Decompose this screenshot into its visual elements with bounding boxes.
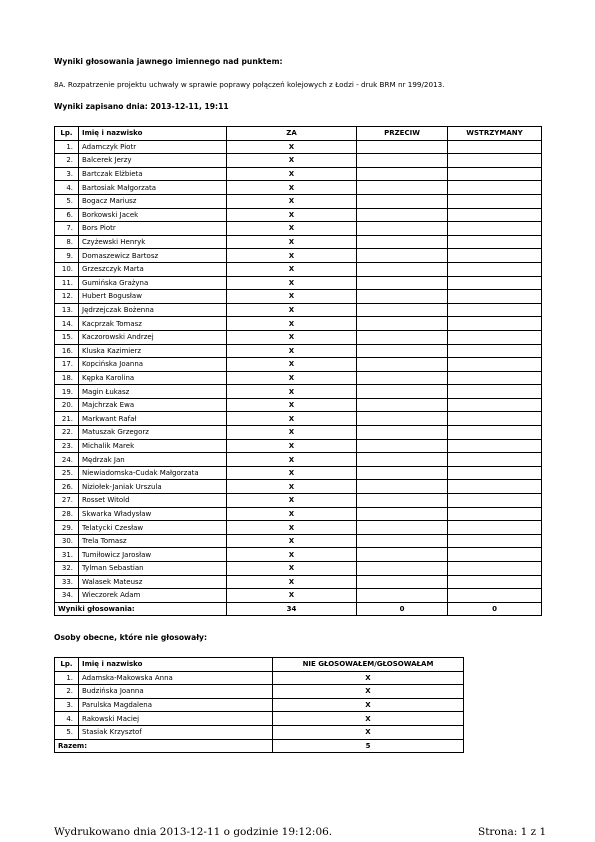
vote-za: X: [227, 439, 357, 453]
row-number: 22.: [55, 426, 79, 440]
row-number: 16.: [55, 344, 79, 358]
vote-za: X: [227, 290, 357, 304]
table-row: [55, 317, 542, 331]
vote-przeciw: [357, 222, 448, 236]
vote-za: X: [227, 562, 357, 576]
table-row: [55, 167, 542, 181]
vote-za: X: [227, 276, 357, 290]
vote-przeciw: [357, 167, 448, 181]
row-number: 28.: [55, 507, 79, 521]
councillor-name: Mędrzak Jan: [79, 453, 227, 467]
councillor-name: Trela Tomasz: [79, 534, 227, 548]
row-number: 4.: [55, 181, 79, 195]
vote-przeciw: [357, 358, 448, 372]
vote-za: X: [227, 575, 357, 589]
table-row: [55, 249, 542, 263]
table-row: [55, 181, 542, 195]
vote-wstrzymany: [448, 398, 542, 412]
vote-wstrzymany: [448, 575, 542, 589]
vote-przeciw: [357, 439, 448, 453]
table-row: [55, 398, 542, 412]
vote-wstrzymany: [448, 521, 542, 535]
row-number: 20.: [55, 398, 79, 412]
vote-wstrzymany: [448, 235, 542, 249]
row-number: 3.: [55, 698, 79, 712]
total-za: 34: [227, 602, 357, 616]
councillor-name: Kaczorowski Andrzej: [79, 330, 227, 344]
vote-wstrzymany: [448, 507, 542, 521]
not-voted-mark: X: [273, 712, 464, 726]
vote-wstrzymany: [448, 344, 542, 358]
vote-przeciw: [357, 330, 448, 344]
vote-przeciw: [357, 521, 448, 535]
row-number: 14.: [55, 317, 79, 331]
row-number: 2.: [55, 685, 79, 699]
vote-za: X: [227, 249, 357, 263]
vote-za: X: [227, 480, 357, 494]
vote-za: X: [227, 466, 357, 480]
table-row: [55, 453, 542, 467]
vote-wstrzymany: [448, 589, 542, 603]
vote-przeciw: [357, 276, 448, 290]
table-row: [55, 480, 542, 494]
vote-przeciw: [357, 208, 448, 222]
councillor-name: Hubert Bogusław: [79, 290, 227, 304]
row-number: 10.: [55, 262, 79, 276]
vote-wstrzymany: [448, 330, 542, 344]
vote-wstrzymany: [448, 181, 542, 195]
vote-przeciw: [357, 398, 448, 412]
vote-przeciw: [357, 290, 448, 304]
vote-wstrzymany: [448, 466, 542, 480]
row-number: 12.: [55, 290, 79, 304]
vote-przeciw: [357, 466, 448, 480]
absent-total: 5: [273, 739, 464, 753]
row-number: 11.: [55, 276, 79, 290]
councillor-name: Telatycki Czesław: [79, 521, 227, 535]
councillor-name: Skwarka Władysław: [79, 507, 227, 521]
row-number: 18.: [55, 371, 79, 385]
table-row: [55, 439, 542, 453]
not-voted-mark: X: [273, 698, 464, 712]
vote-wstrzymany: [448, 562, 542, 576]
vote-za: X: [227, 317, 357, 331]
votes-table: [54, 126, 542, 616]
vote-za: X: [227, 534, 357, 548]
councillor-name: Parulska Magdalena: [79, 698, 273, 712]
row-number: 5.: [55, 194, 79, 208]
table-row: [55, 140, 542, 154]
vote-przeciw: [357, 575, 448, 589]
vote-za: X: [227, 589, 357, 603]
row-number: 25.: [55, 466, 79, 480]
absent-table: [54, 657, 464, 753]
vote-wstrzymany: [448, 480, 542, 494]
row-number: 21.: [55, 412, 79, 426]
vote-wstrzymany: [448, 140, 542, 154]
councillor-name: Matuszak Grzegorz: [79, 426, 227, 440]
vote-wstrzymany: [448, 167, 542, 181]
table-row: [55, 371, 542, 385]
vote-przeciw: [357, 235, 448, 249]
vote-przeciw: [357, 371, 448, 385]
vote-za: X: [227, 398, 357, 412]
table-row: [55, 562, 542, 576]
vote-wstrzymany: [448, 439, 542, 453]
absent-heading: Osoby obecne, które nie głosowały:: [54, 633, 208, 642]
row-number: 26.: [55, 480, 79, 494]
row-number: 4.: [55, 712, 79, 726]
document-title: Wyniki głosowania jawnego imiennego nad punktem:: [54, 57, 283, 66]
table-row: [55, 507, 542, 521]
row-number: 9.: [55, 249, 79, 263]
totals-label: Wyniki głosowania:: [55, 602, 227, 616]
vote-za: X: [227, 521, 357, 535]
vote-wstrzymany: [448, 249, 542, 263]
absent-totals-label: Razem:: [55, 739, 273, 753]
table-row: [55, 358, 542, 372]
vote-przeciw: [357, 480, 448, 494]
table-row: [55, 712, 464, 726]
vote-wstrzymany: [448, 548, 542, 562]
table-row: [55, 466, 542, 480]
row-number: 30.: [55, 534, 79, 548]
table-row: [55, 222, 542, 236]
councillor-name: Gumińska Grażyna: [79, 276, 227, 290]
vote-przeciw: [357, 249, 448, 263]
table-row: [55, 290, 542, 304]
councillor-name: Tumiłowicz Jarosław: [79, 548, 227, 562]
vote-przeciw: [357, 494, 448, 508]
vote-za: X: [227, 494, 357, 508]
vote-wstrzymany: [448, 412, 542, 426]
row-number: 15.: [55, 330, 79, 344]
table-row: [55, 330, 542, 344]
councillor-name: Domaszewicz Bartosz: [79, 249, 227, 263]
councillor-name: Czyżewski Henryk: [79, 235, 227, 249]
vote-przeciw: [357, 194, 448, 208]
row-number: 32.: [55, 562, 79, 576]
table-row: [55, 534, 542, 548]
vote-za: X: [227, 358, 357, 372]
vote-przeciw: [357, 534, 448, 548]
vote-za: X: [227, 167, 357, 181]
row-number: 1.: [55, 671, 79, 685]
councillor-name: Bogacz Mariusz: [79, 194, 227, 208]
councillor-name: Adamczyk Piotr: [79, 140, 227, 154]
councillor-name: Balcerek Jerzy: [79, 154, 227, 168]
councillor-name: Niewiadomska-Cudak Małgorzata: [79, 466, 227, 480]
vote-przeciw: [357, 181, 448, 195]
vote-wstrzymany: [448, 208, 542, 222]
vote-za: X: [227, 344, 357, 358]
councillor-name: Bartczak Elżbieta: [79, 167, 227, 181]
row-number: 17.: [55, 358, 79, 372]
vote-przeciw: [357, 262, 448, 276]
total-wstrzymany: 0: [448, 602, 542, 616]
vote-za: X: [227, 385, 357, 399]
councillor-name: Jędrzejczak Bożenna: [79, 303, 227, 317]
vote-wstrzymany: [448, 154, 542, 168]
vote-za: X: [227, 507, 357, 521]
vote-przeciw: [357, 154, 448, 168]
table-row: [55, 344, 542, 358]
absent-header-row: [55, 658, 464, 672]
councillor-name: Kluska Kazimierz: [79, 344, 227, 358]
vote-za: X: [227, 426, 357, 440]
vote-wstrzymany: [448, 453, 542, 467]
vote-wstrzymany: [448, 426, 542, 440]
row-number: 27.: [55, 494, 79, 508]
column-header-za: ZA: [227, 127, 357, 141]
councillor-name: Borkowski Jacek: [79, 208, 227, 222]
table-row: [55, 154, 542, 168]
vote-wstrzymany: [448, 194, 542, 208]
councillor-name: Budzińska Joanna: [79, 685, 273, 699]
table-row: [55, 276, 542, 290]
column-header-lp: Lp.: [55, 658, 79, 672]
recorded-timestamp: Wyniki zapisano dnia: 2013-12-11, 19:11: [54, 102, 229, 111]
vote-za: X: [227, 154, 357, 168]
table-row: [55, 303, 542, 317]
vote-za: X: [227, 548, 357, 562]
table-row: [55, 671, 464, 685]
absent-totals-row: [55, 739, 464, 753]
vote-za: X: [227, 453, 357, 467]
councillor-name: Kacprzak Tomasz: [79, 317, 227, 331]
vote-przeciw: [357, 426, 448, 440]
councillor-name: Niziołek-Janiak Urszula: [79, 480, 227, 494]
vote-wstrzymany: [448, 222, 542, 236]
vote-za: X: [227, 222, 357, 236]
vote-za: X: [227, 140, 357, 154]
table-row: [55, 494, 542, 508]
vote-przeciw: [357, 548, 448, 562]
row-number: 13.: [55, 303, 79, 317]
row-number: 1.: [55, 140, 79, 154]
vote-wstrzymany: [448, 358, 542, 372]
row-number: 23.: [55, 439, 79, 453]
councillor-name: Kępka Karolina: [79, 371, 227, 385]
table-row: [55, 262, 542, 276]
table-row: [55, 194, 542, 208]
councillor-name: Bartosiak Małgorzata: [79, 181, 227, 195]
councillor-name: Kopcińska Joanna: [79, 358, 227, 372]
vote-przeciw: [357, 303, 448, 317]
column-header-wstrzymany: WSTRZYMANY: [448, 127, 542, 141]
vote-wstrzymany: [448, 494, 542, 508]
councillor-name: Magin Łukasz: [79, 385, 227, 399]
column-header-przeciw: PRZECIW: [357, 127, 448, 141]
table-row: [55, 548, 542, 562]
row-number: 2.: [55, 154, 79, 168]
row-number: 6.: [55, 208, 79, 222]
vote-przeciw: [357, 140, 448, 154]
vote-za: X: [227, 235, 357, 249]
table-row: [55, 575, 542, 589]
vote-za: X: [227, 371, 357, 385]
row-number: 5.: [55, 725, 79, 739]
row-number: 29.: [55, 521, 79, 535]
vote-za: X: [227, 412, 357, 426]
vote-wstrzymany: [448, 317, 542, 331]
vote-przeciw: [357, 507, 448, 521]
table-row: [55, 412, 542, 426]
vote-wstrzymany: [448, 276, 542, 290]
vote-przeciw: [357, 385, 448, 399]
councillor-name: Stasiak Krzysztof: [79, 725, 273, 739]
table-row: [55, 698, 464, 712]
row-number: 31.: [55, 548, 79, 562]
councillor-name: Rakowski Maciej: [79, 712, 273, 726]
councillor-name: Markwant Rafał: [79, 412, 227, 426]
councillor-name: Michalik Marek: [79, 439, 227, 453]
row-number: 24.: [55, 453, 79, 467]
vote-za: X: [227, 262, 357, 276]
councillor-name: Rosset Witold: [79, 494, 227, 508]
vote-przeciw: [357, 344, 448, 358]
vote-za: X: [227, 181, 357, 195]
row-number: 7.: [55, 222, 79, 236]
vote-wstrzymany: [448, 371, 542, 385]
row-number: 8.: [55, 235, 79, 249]
councillor-name: Majchrzak Ewa: [79, 398, 227, 412]
not-voted-mark: X: [273, 671, 464, 685]
councillor-name: Adamska-Makowska Anna: [79, 671, 273, 685]
vote-wstrzymany: [448, 290, 542, 304]
row-number: 33.: [55, 575, 79, 589]
councillor-name: Walasek Mateusz: [79, 575, 227, 589]
councillor-name: Bors Piotr: [79, 222, 227, 236]
vote-za: X: [227, 194, 357, 208]
not-voted-mark: X: [273, 725, 464, 739]
vote-za: X: [227, 330, 357, 344]
column-header-lp: Lp.: [55, 127, 79, 141]
table-row: [55, 208, 542, 222]
table-row: [55, 235, 542, 249]
councillor-name: Grzeszczyk Marta: [79, 262, 227, 276]
vote-wstrzymany: [448, 385, 542, 399]
vote-przeciw: [357, 453, 448, 467]
votes-totals-row: [55, 602, 542, 616]
column-header-name: Imię i nazwisko: [79, 127, 227, 141]
table-row: [55, 385, 542, 399]
vote-przeciw: [357, 317, 448, 331]
vote-wstrzymany: [448, 303, 542, 317]
table-row: [55, 725, 464, 739]
row-number: 34.: [55, 589, 79, 603]
vote-przeciw: [357, 562, 448, 576]
vote-przeciw: [357, 412, 448, 426]
page-indicator: Strona: 1 z 1: [478, 826, 547, 838]
table-row: [55, 685, 464, 699]
councillor-name: Tylman Sebastian: [79, 562, 227, 576]
vote-przeciw: [357, 589, 448, 603]
table-row: [55, 426, 542, 440]
not-voted-mark: X: [273, 685, 464, 699]
print-timestamp: Wydrukowano dnia 2013-12-11 o godzinie 19:12:06.: [54, 826, 333, 838]
councillor-name: Wieczorek Adam: [79, 589, 227, 603]
vote-wstrzymany: [448, 534, 542, 548]
vote-za: X: [227, 208, 357, 222]
column-header-not-voted: NIE GŁOSOWAŁEM/GŁOSOWAŁAM: [273, 658, 464, 672]
votes-header-row: [55, 127, 542, 141]
vote-wstrzymany: [448, 262, 542, 276]
agenda-item: 8A. Rozpatrzenie projektu uchwały w sprawie poprawy połączeń kolejowych z Łodzi - druk BRM nr 199/2013.: [54, 80, 445, 89]
vote-za: X: [227, 303, 357, 317]
column-header-name: Imię i nazwisko: [79, 658, 273, 672]
table-row: [55, 521, 542, 535]
row-number: 3.: [55, 167, 79, 181]
row-number: 19.: [55, 385, 79, 399]
table-row: [55, 589, 542, 603]
total-przeciw: 0: [357, 602, 448, 616]
